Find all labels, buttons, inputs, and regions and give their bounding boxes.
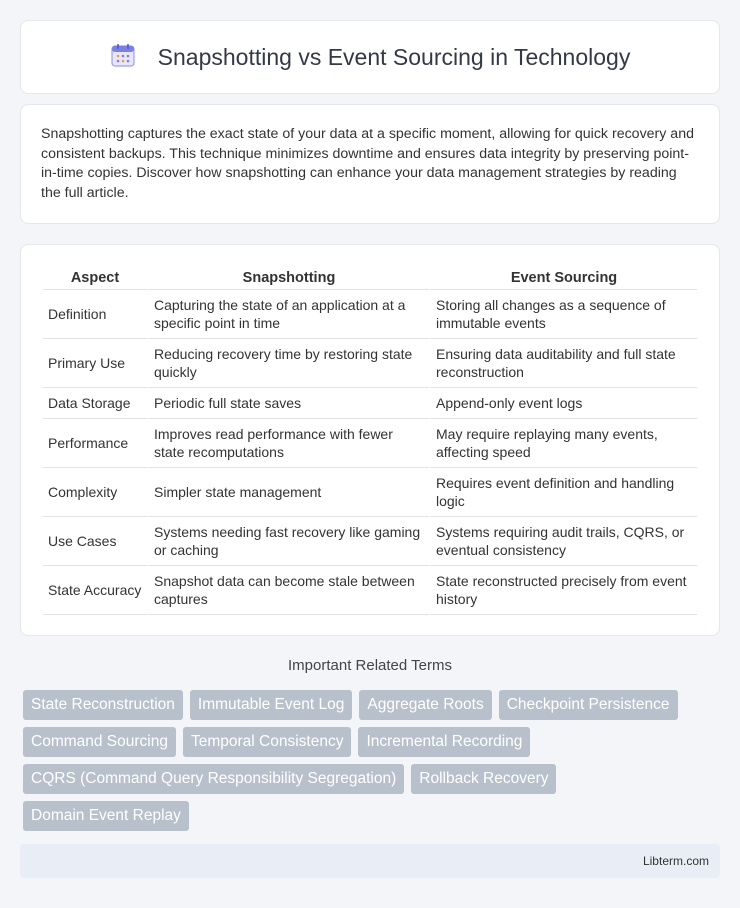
cell-aspect: Performance [43, 419, 147, 468]
table-header-row [43, 266, 697, 290]
table-row [43, 566, 697, 615]
cell-aspect: Primary Use [43, 339, 147, 388]
table-row [43, 388, 697, 419]
calendar-icon [110, 42, 136, 73]
cell-snapshotting: Simpler state management [147, 468, 429, 517]
cell-event-sourcing: Requires event definition and handling logic [429, 468, 697, 517]
table-row [43, 290, 697, 339]
cell-event-sourcing: Append-only event logs [429, 388, 697, 419]
related-term-tag[interactable]: Checkpoint Persistence [499, 690, 678, 720]
cell-snapshotting: Periodic full state saves [147, 388, 429, 419]
cell-event-sourcing: Systems requiring audit trails, CQRS, or eventual consistency [429, 517, 697, 566]
cell-aspect: Use Cases [43, 517, 147, 566]
cell-aspect: Complexity [43, 468, 147, 517]
related-term-tag[interactable]: Command Sourcing [23, 727, 176, 757]
related-term-tag[interactable]: CQRS (Command Query Responsibility Segregation) [23, 764, 404, 794]
related-term-tag[interactable]: Incremental Recording [358, 727, 530, 757]
header-event-sourcing: Event Sourcing [429, 266, 697, 290]
cell-snapshotting: Reducing recovery time by restoring state quickly [147, 339, 429, 388]
cell-event-sourcing: Storing all changes as a sequence of immutable events [429, 290, 697, 339]
related-term-tag[interactable]: Domain Event Replay [23, 801, 189, 831]
cell-event-sourcing: State reconstructed precisely from event history [429, 566, 697, 615]
page-title: Snapshotting vs Event Sourcing in Technology [157, 43, 631, 70]
related-terms-list [23, 690, 723, 838]
cell-snapshotting: Snapshot data can become stale between captures [147, 566, 429, 615]
table-row [43, 339, 697, 388]
cell-aspect: Definition [43, 290, 147, 339]
cell-aspect: Data Storage [43, 388, 147, 419]
intro-card [20, 104, 720, 224]
header-aspect: Aspect [43, 266, 147, 290]
cell-snapshotting: Capturing the state of an application at a specific point in time [147, 290, 429, 339]
related-term-tag[interactable]: Immutable Event Log [190, 690, 352, 720]
tag-row [23, 727, 723, 757]
footer-site-link[interactable]: Libterm.com [642, 854, 709, 868]
header-card [20, 20, 720, 94]
table-row [43, 517, 697, 566]
header-snapshotting: Snapshotting [147, 266, 429, 290]
tag-row [23, 690, 723, 720]
cell-event-sourcing: Ensuring data auditability and full state reconstruction [429, 339, 697, 388]
header-inner [110, 42, 631, 73]
cell-event-sourcing: May require replaying many events, affecting speed [429, 419, 697, 468]
table-row [43, 419, 697, 468]
tag-row [23, 764, 723, 794]
intro-text: Snapshotting captures the exact state of your data at a specific moment, allowing for quick recovery and consistent backups. This technique minimizes downtime and ensures data integrity by preserving point-in-time copies. Discover how snapshotting can enhance your data management strategies by reading the full article. [41, 126, 694, 201]
comparison-table [43, 266, 697, 615]
footer [20, 844, 720, 878]
related-term-tag[interactable]: Rollback Recovery [411, 764, 556, 794]
table-row [43, 468, 697, 517]
tag-row [23, 801, 723, 831]
related-term-tag[interactable]: Aggregate Roots [359, 690, 491, 720]
related-terms-heading: Important Related Terms [288, 657, 452, 674]
related-term-tag[interactable]: State Reconstruction [23, 690, 183, 720]
cell-snapshotting: Improves read performance with fewer state recomputations [147, 419, 429, 468]
cell-aspect: State Accuracy [43, 566, 147, 615]
cell-snapshotting: Systems needing fast recovery like gaming or caching [147, 517, 429, 566]
related-term-tag[interactable]: Temporal Consistency [183, 727, 351, 757]
comparison-card [20, 244, 720, 636]
